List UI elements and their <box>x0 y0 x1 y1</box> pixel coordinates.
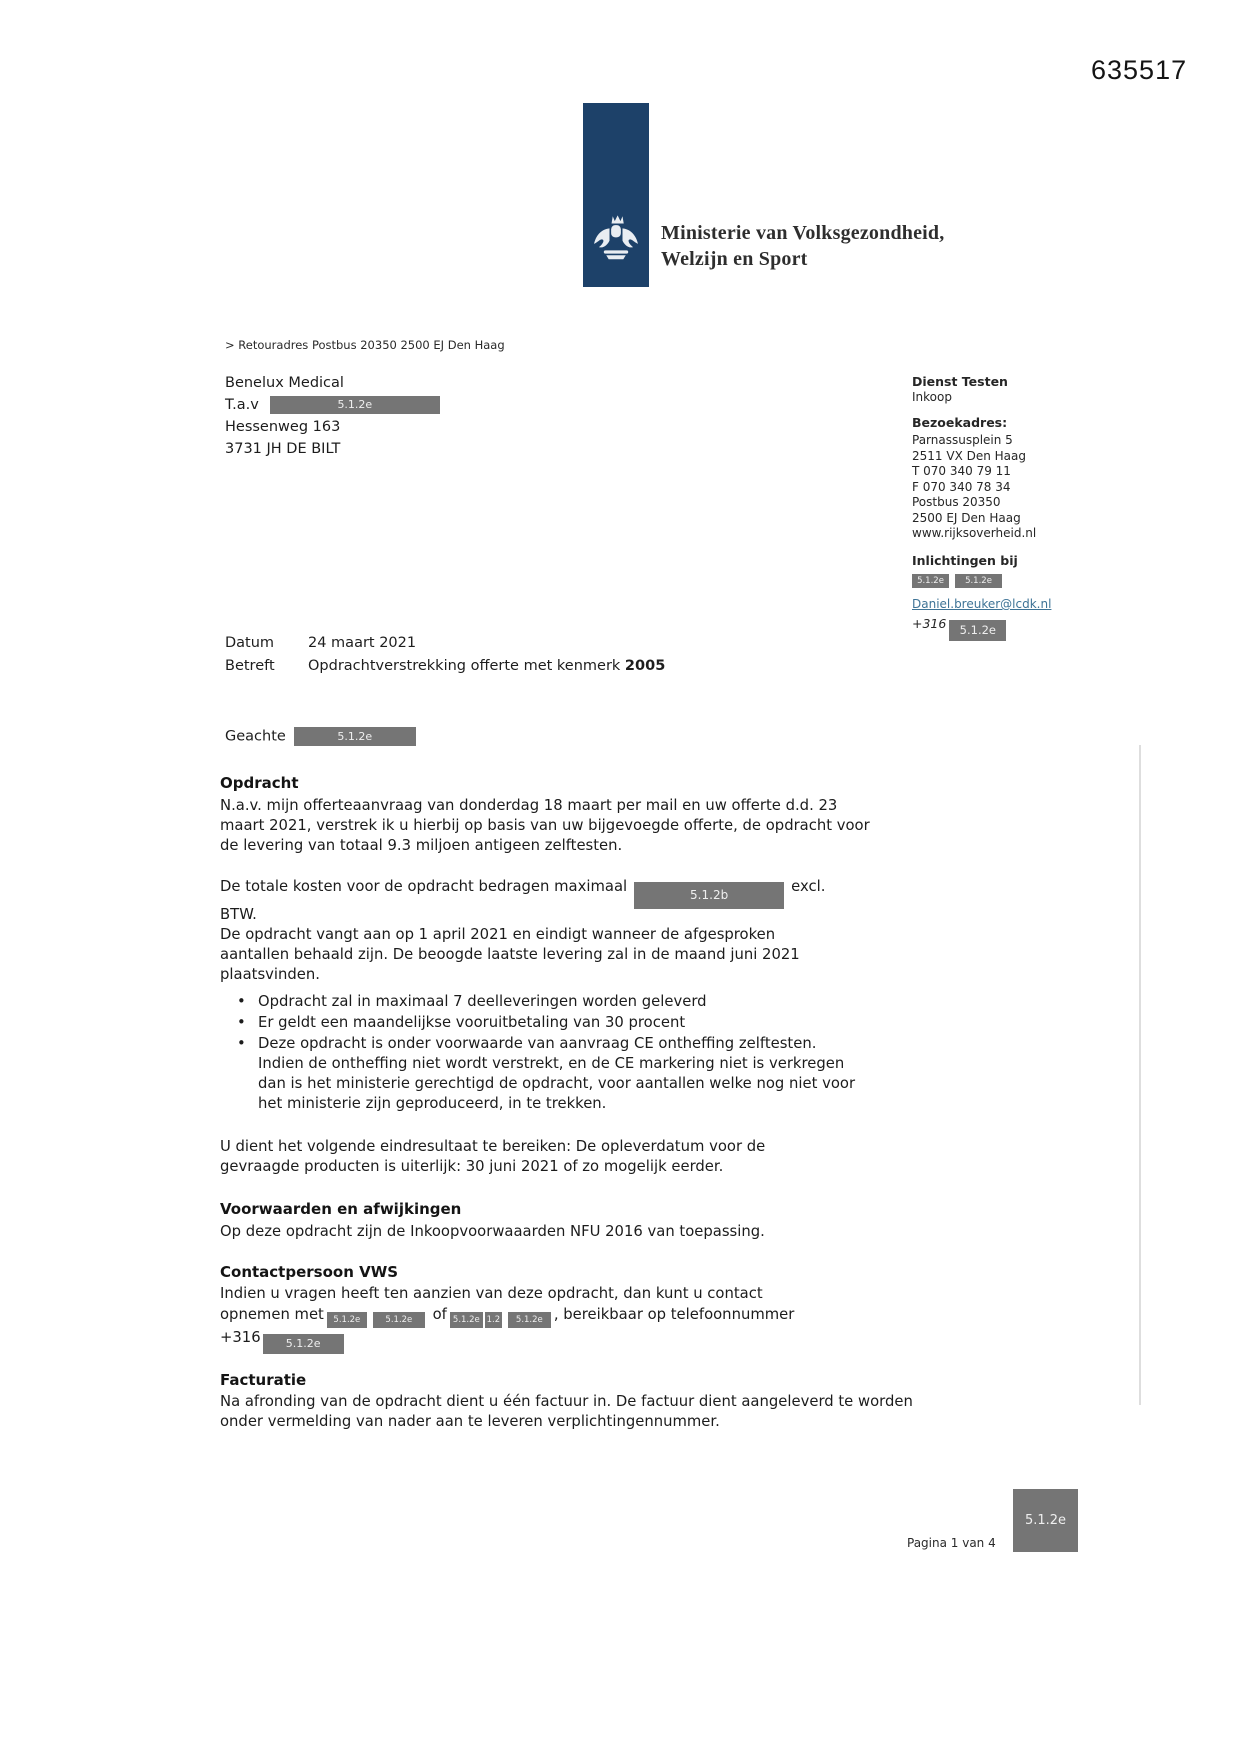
cost-text-pre: De totale kosten voor de opdracht bedragen maximaal <box>220 878 628 895</box>
bullet-text: Opdracht zal in maximaal 7 deelleveringen worden geleverd <box>258 993 707 1010</box>
recipient-block <box>225 372 440 460</box>
subject-value: Opdrachtverstrekking offerte met kenmerk <box>308 658 621 674</box>
opdracht-paragraph-3: U dient het volgende eindresultaat te bereiken: De opleverdatum voor de gevraagde producten is uiterlijk: 30 juni 2021 of zo mogelijk eerder. <box>220 1138 766 1175</box>
bullet-icon: • <box>237 1035 246 1052</box>
redaction-bar-contact-5: 5.1.2e <box>508 1312 551 1328</box>
facturatie-body: Na afronding van de opdracht dient u één factuur in. De factuur dient aangeleverd te worden onder vermelding van nader aan te leveren verplichtingennummer. <box>220 1393 913 1430</box>
redaction-bar-contact-2: 5.1.2e <box>373 1312 425 1328</box>
opdracht-paragraph-1: N.a.v. mijn offerteaanvraag van donderdag 18 maart per mail en uw offerte d.d. 23 maart 2021, verstrek ik u hierbij op basis van uw bijgevoegde offerte, de opdracht voor de levering van totaal 9.3 miljoen antigeen zelftesten. <box>220 797 870 854</box>
contact-line-2 <box>220 1305 794 1328</box>
section-heading-voorwaarden: Voorwaarden en afwijkingen <box>220 1200 462 1218</box>
side-unit: Inkoop <box>912 390 952 404</box>
redaction-bar-contact-1: 5.1.2e <box>327 1312 367 1328</box>
subject-row <box>225 658 665 674</box>
ministry-name-line2: Welzijn en Sport <box>661 248 808 270</box>
side-phone-line <box>912 616 1006 641</box>
contact-email-link[interactable]: Daniel.breuker@lcdk.nl <box>912 597 1052 611</box>
side-address-line: T 070 340 79 11 <box>912 464 1011 478</box>
salutation-line <box>225 727 416 746</box>
date-value: 24 maart 2021 <box>308 635 417 651</box>
attn-label: T.a.v <box>225 397 259 413</box>
bullet-item <box>237 992 862 1012</box>
page-number-label: Pagina 1 van 4 <box>907 1536 996 1550</box>
redaction-bar-side-phone: 5.1.2e <box>949 620 1006 641</box>
contact-connector: of <box>432 1306 447 1323</box>
voorwaarden-body: Op deze opdracht zijn de Inkoopvoorwaaarden NFU 2016 van toepassing. <box>220 1223 765 1240</box>
ministry-name-line1: Ministerie van Volksgezondheid, <box>661 222 945 244</box>
recipient-postal-city: 3731 JH DE BILT <box>225 441 341 457</box>
return-address: > Retouradres Postbus 20350 2500 EJ Den Haag <box>225 338 505 352</box>
scan-artifact-line <box>1139 745 1141 1405</box>
redaction-bar-inquiry-1: 5.1.2e <box>912 574 949 588</box>
contact-line-1: Indien u vragen heeft ten aanzien van deze opdracht, dan kunt u contact <box>220 1285 763 1302</box>
redaction-bar-inquiry-2: 5.1.2e <box>955 574 1002 588</box>
bullet-text: Er geldt een maandelijkse vooruitbetaling van 30 procent <box>258 1014 686 1031</box>
side-address-line: Postbus 20350 <box>912 495 1001 509</box>
subject-label: Betreft <box>225 658 275 674</box>
side-address-line: 2511 VX Den Haag <box>912 448 1026 463</box>
side-inquiry-redactions <box>912 573 1008 589</box>
bullet-icon: • <box>237 993 246 1010</box>
document-number: 635517 <box>1091 55 1188 85</box>
redaction-bar-contact-phone: 5.1.2e <box>263 1334 344 1354</box>
side-address-line: F 070 340 78 34 <box>912 479 1011 494</box>
bullet-text: Deze opdracht is onder voorwaarde van aanvraag CE ontheffing zelftesten. Indien de ontheffing niet wordt verstrekt, en de CE markering niet is verkregen dan is het ministerie gerechtigd de opdracht, voor aantallen welke nog niet voor het ministerie zijn geproduceerd, in te trekken. <box>258 1035 856 1112</box>
redaction-bar-salutation: 5.1.2e <box>294 727 416 746</box>
contact-line2-post: , bereikbaar op telefoonnummer <box>553 1306 795 1323</box>
date-row <box>225 635 416 651</box>
side-address-line: Parnassusplein 5 <box>912 433 1013 447</box>
contact-phone-prefix: +316 <box>220 1329 261 1346</box>
recipient-company: Benelux Medical <box>225 375 344 391</box>
opdracht-paragraph-2: De opdracht vangt aan op 1 april 2021 en eindigt wanneer de afgesproken aantallen behaald zijn. De beoogde laatste levering zal in de maand juni 2021 plaatsvinden. <box>220 926 800 983</box>
cost-text-post: excl. <box>791 878 826 895</box>
recipient-street: Hessenweg 163 <box>225 419 341 435</box>
cost-line-2: BTW. <box>220 906 257 923</box>
opdracht-bullet-list <box>237 991 862 1114</box>
side-department: Dienst Testen <box>912 374 1008 389</box>
side-visit-address-label: Bezoekadres: <box>912 415 1008 430</box>
ministry-wordmark <box>661 220 944 272</box>
redaction-bar-attn: 5.1.2e <box>270 396 440 414</box>
rijksoverheid-emblem-icon <box>590 213 642 273</box>
side-address-line: www.rijksoverheid.nl <box>912 526 1037 540</box>
side-address-line: 2500 EJ Den Haag <box>912 510 1021 525</box>
recipient-attn-line <box>225 394 440 416</box>
section-heading-contactpersoon: Contactpersoon VWS <box>220 1263 399 1281</box>
bullet-item <box>237 1013 862 1033</box>
side-phone-prefix: +316 <box>912 616 947 631</box>
cost-line <box>220 877 920 909</box>
redaction-bar-contact-4: 1.2 <box>485 1312 502 1328</box>
section-heading-opdracht: Opdracht <box>220 774 299 792</box>
side-inquiries-label: Inlichtingen bij <box>912 553 1018 568</box>
redaction-bar-contact-3: 5.1.2e <box>450 1312 483 1328</box>
subject-reference-number: 2005 <box>624 658 666 674</box>
bullet-item <box>237 1034 862 1114</box>
contact-phone-line <box>220 1328 344 1354</box>
redaction-bar-cost: 5.1.2b <box>634 882 784 909</box>
bullet-icon: • <box>237 1014 246 1031</box>
side-address-block <box>912 433 1036 542</box>
redaction-box-footer: 5.1.2e <box>1013 1489 1078 1552</box>
date-label: Datum <box>225 635 275 651</box>
salutation-text: Geachte <box>225 728 286 745</box>
section-heading-facturatie: Facturatie <box>220 1371 307 1389</box>
contact-line2-pre: opnemen met <box>220 1306 324 1323</box>
